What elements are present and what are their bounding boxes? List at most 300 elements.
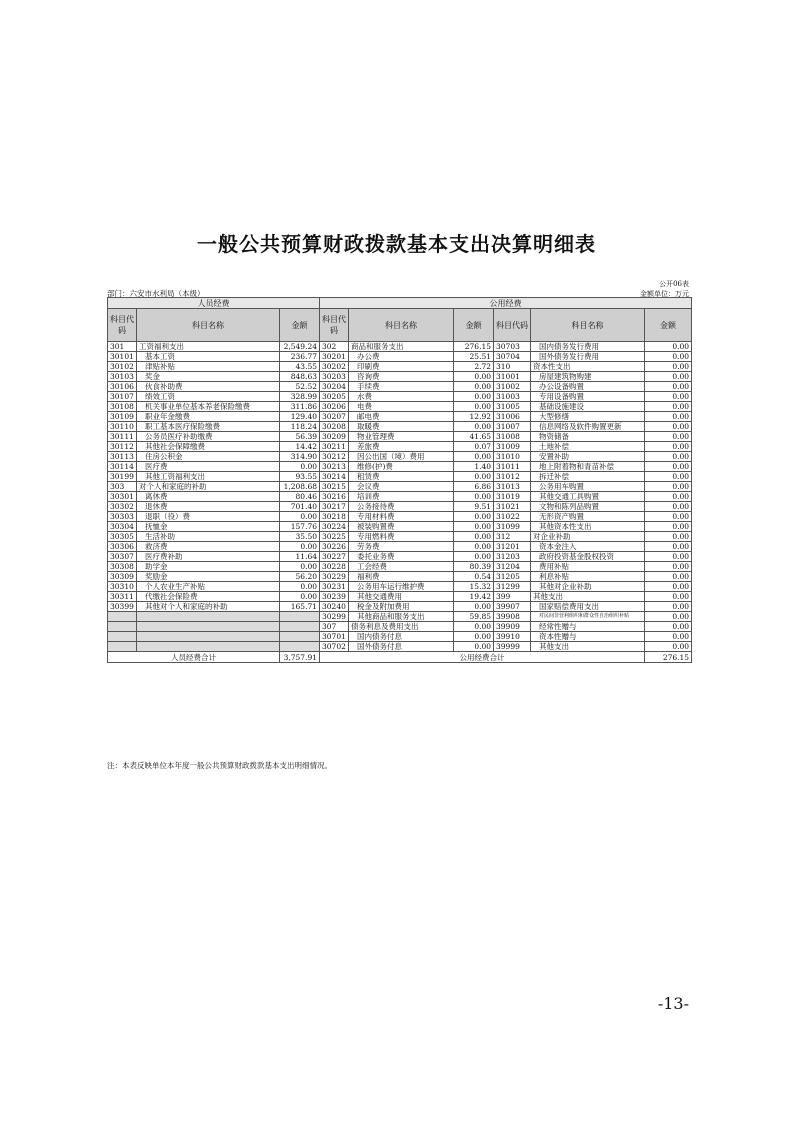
cell-name: 资本性赠与	[531, 632, 645, 642]
cell-code: 31005	[494, 402, 531, 412]
cell-name: 其他支出	[531, 592, 645, 602]
cell-amount: 311.86	[280, 402, 320, 412]
cell-amount: 0.00	[454, 552, 494, 562]
cell-name: 政府投资基金股权投资	[531, 552, 645, 562]
table-row	[108, 642, 692, 652]
cell-name: 被装购置费	[349, 522, 454, 532]
cell-amount: 15.32	[454, 582, 494, 592]
cell-name: 劳务费	[349, 542, 454, 552]
cell-amount: 157.76	[280, 522, 320, 532]
empty-cell	[108, 642, 137, 652]
cell-code: 30205	[320, 392, 349, 402]
cell-code: 30701	[320, 632, 349, 642]
cell-name: 咨询费	[349, 372, 454, 382]
cell-amount: 80.46	[280, 492, 320, 502]
cell-name: 物资储备	[531, 432, 645, 442]
cell-amount: 0.00	[645, 362, 692, 372]
cell-code: 30227	[320, 552, 349, 562]
cell-amount: 0.00	[454, 602, 494, 612]
cell-name: 其他社会保障缴费	[137, 442, 280, 452]
cell-amount: 0.00	[454, 512, 494, 522]
cell-name: 公务员医疗补助缴费	[137, 432, 280, 442]
cell-code: 30229	[320, 572, 349, 582]
header-code: 科目代码	[108, 309, 137, 342]
cell-amount: 0.00	[454, 632, 494, 642]
table-row	[108, 632, 692, 642]
empty-cell	[108, 612, 137, 622]
cell-amount: 0.00	[645, 582, 692, 592]
cell-code: 31204	[494, 562, 531, 572]
cell-amount: 0.00	[280, 462, 320, 472]
cell-name: 助学金	[137, 562, 280, 572]
cell-name: 其他对个人和家庭的补助	[137, 602, 280, 612]
cell-name: 职业年金缴费	[137, 412, 280, 422]
cell-code: 31007	[494, 422, 531, 432]
cell-name: 基础设施建设	[531, 402, 645, 412]
empty-cell	[280, 622, 320, 632]
cell-name: 绩效工资	[137, 392, 280, 402]
cell-amount: 0.00	[645, 412, 692, 422]
cell-name: 委托业务费	[349, 552, 454, 562]
table-row	[108, 592, 692, 602]
cell-amount: 701.40	[280, 502, 320, 512]
cell-code: 39909	[494, 622, 531, 632]
cell-code: 310	[494, 362, 531, 372]
cell-amount: 0.00	[454, 472, 494, 482]
cell-code: 30310	[108, 582, 137, 592]
cell-amount: 0.00	[454, 402, 494, 412]
cell-code: 30211	[320, 442, 349, 452]
cell-code: 30308	[108, 562, 137, 572]
cell-amount: 0.00	[454, 622, 494, 632]
cell-name: 利息补贴	[531, 572, 645, 582]
empty-cell	[108, 622, 137, 632]
cell-amount: 2.72	[454, 362, 494, 372]
cell-amount: 0.00	[645, 562, 692, 572]
cell-code: 30113	[108, 452, 137, 462]
cell-name: 大型修缮	[531, 412, 645, 422]
cell-code: 30304	[108, 522, 137, 532]
cell-amount: 0.00	[454, 382, 494, 392]
cell-code: 31201	[494, 542, 531, 552]
header-amount: 金额	[280, 309, 320, 342]
table-code: 公开06表	[659, 280, 689, 288]
cell-amount: 93.55	[280, 472, 320, 482]
cell-code: 30209	[320, 432, 349, 442]
cell-amount: 0.00	[454, 642, 494, 652]
cell-amount: 328.99	[280, 392, 320, 402]
cell-code: 30302	[108, 502, 137, 512]
table-row	[108, 512, 692, 522]
cell-name: 经常性赠与	[531, 622, 645, 632]
department-label: 部门：六安市水利局（本级）	[107, 289, 205, 298]
cell-name: 其他支出	[531, 642, 645, 652]
cell-amount: 0.07	[454, 442, 494, 452]
cell-code: 39908	[494, 612, 531, 622]
cell-amount: 276.15	[454, 342, 494, 352]
cell-code: 31001	[494, 372, 531, 382]
cell-name: 费用补贴	[531, 562, 645, 572]
cell-code: 30311	[108, 592, 137, 602]
cell-name: 奖金	[137, 372, 280, 382]
cell-name: 住房公积金	[137, 452, 280, 462]
cell-name: 地上附着物和青苗补偿	[531, 462, 645, 472]
cell-amount: 0.00	[645, 502, 692, 512]
cell-name: 国家赔偿费用支出	[531, 602, 645, 612]
cell-code: 31019	[494, 492, 531, 502]
cell-code: 31010	[494, 452, 531, 462]
cell-code: 307	[320, 622, 349, 632]
cell-amount: 0.00	[645, 472, 692, 482]
cell-name: 维修(护)费	[349, 462, 454, 472]
cell-name: 其他工资福利支出	[137, 472, 280, 482]
unit-label: 金额单位：万元	[640, 290, 689, 298]
cell-name: 房屋建筑物购建	[531, 372, 645, 382]
cell-amount: 118.24	[280, 422, 320, 432]
table-row	[108, 492, 692, 502]
cell-name: 专用设备购置	[531, 392, 645, 402]
cell-code: 30305	[108, 532, 137, 542]
cell-code: 30112	[108, 442, 137, 452]
empty-cell	[137, 612, 280, 622]
cell-amount: 0.00	[645, 442, 692, 452]
cell-name: 国内债务付息	[349, 632, 454, 642]
cell-amount: 11.64	[280, 552, 320, 562]
cell-code: 30399	[108, 602, 137, 612]
header-name: 科目名称	[137, 309, 280, 342]
cell-name: 其他交通费用	[349, 592, 454, 602]
cell-name: 奖励金	[137, 572, 280, 582]
cell-code: 30202	[320, 362, 349, 372]
cell-amount: 80.39	[454, 562, 494, 572]
cell-amount: 848.63	[280, 372, 320, 382]
cell-name: 医疗费	[137, 462, 280, 472]
table-row	[108, 562, 692, 572]
cell-name: 办公费	[349, 352, 454, 362]
cell-name: 商品和服务支出	[349, 342, 454, 352]
cell-code: 30240	[320, 602, 349, 612]
table-row	[108, 362, 692, 372]
cell-amount: 56.39	[280, 432, 320, 442]
table-row	[108, 432, 692, 442]
cell-name: 会议费	[349, 482, 454, 492]
cell-amount: 25.51	[454, 352, 494, 362]
cell-name: 税金及附加费用	[349, 602, 454, 612]
header-code: 科目代码	[320, 309, 349, 342]
personnel-total-amount: 3,757.91	[280, 652, 320, 663]
cell-code: 30228	[320, 562, 349, 572]
cell-code: 31003	[494, 392, 531, 402]
cell-code: 31009	[494, 442, 531, 452]
cell-name: 办公设备购置	[531, 382, 645, 392]
cell-code: 30231	[320, 582, 349, 592]
cell-code: 30199	[108, 472, 137, 482]
cell-amount: 35.50	[280, 532, 320, 542]
cell-amount: 0.00	[645, 482, 692, 492]
cell-name: 土地补偿	[531, 442, 645, 452]
footnote: 注：本表反映单位本年度一般公共预算财政拨款基本支出明细情况。	[107, 761, 332, 770]
cell-name: 培训费	[349, 492, 454, 502]
table-row	[108, 612, 692, 622]
personnel-total-label: 人员经费合计	[108, 652, 280, 663]
cell-code: 30101	[108, 352, 137, 362]
cell-amount: 1,208.68	[280, 482, 320, 492]
cell-name: 其他商品和服务支出	[349, 612, 454, 622]
cell-code: 30702	[320, 642, 349, 652]
cell-code: 31022	[494, 512, 531, 522]
cell-code: 30109	[108, 412, 137, 422]
cell-name: 公务用车运行维护费	[349, 582, 454, 592]
cell-amount: 0.00	[645, 592, 692, 602]
cell-amount: 129.40	[280, 412, 320, 422]
cell-amount: 1.40	[454, 462, 494, 472]
cell-amount: 0.00	[645, 492, 692, 502]
cell-amount: 52.52	[280, 382, 320, 392]
cell-name: 公务接待费	[349, 502, 454, 512]
cell-amount: 0.00	[645, 402, 692, 412]
empty-cell	[280, 642, 320, 652]
cell-code: 30107	[108, 392, 137, 402]
cell-code: 30206	[320, 402, 349, 412]
cell-name: 拆迁补偿	[531, 472, 645, 482]
cell-code: 30306	[108, 542, 137, 552]
cell-name: 对民间非营利组织和群众性自治组织补贴	[531, 612, 645, 622]
cell-code: 30203	[320, 372, 349, 382]
cell-name: 水费	[349, 392, 454, 402]
cell-code: 30208	[320, 422, 349, 432]
cell-name: 代缴社会保险费	[137, 592, 280, 602]
cell-code: 301	[108, 342, 137, 352]
cell-code: 30103	[108, 372, 137, 382]
cell-code: 30204	[320, 382, 349, 392]
empty-cell	[108, 632, 137, 642]
cell-name: 信息网络及软件购置更新	[531, 422, 645, 432]
cell-code: 30201	[320, 352, 349, 362]
cell-amount: 14.42	[280, 442, 320, 452]
table-row	[108, 502, 692, 512]
cell-amount: 6.86	[454, 482, 494, 492]
header-name: 科目名称	[531, 309, 645, 342]
cell-code: 30212	[320, 452, 349, 462]
cell-amount: 0.00	[645, 542, 692, 552]
cell-code: 30111	[108, 432, 137, 442]
cell-code: 30307	[108, 552, 137, 562]
cell-code: 30102	[108, 362, 137, 372]
section-public: 公用经费	[320, 298, 692, 309]
cell-amount: 9.51	[454, 502, 494, 512]
cell-amount: 0.00	[454, 492, 494, 502]
table-row	[108, 452, 692, 462]
cell-code: 30239	[320, 592, 349, 602]
cell-amount: 0.00	[645, 462, 692, 472]
cell-code: 30106	[108, 382, 137, 392]
cell-code: 30218	[320, 512, 349, 522]
cell-code: 39907	[494, 602, 531, 612]
cell-code: 30226	[320, 542, 349, 552]
table-row	[108, 522, 692, 532]
cell-code: 30110	[108, 422, 137, 432]
table-row	[108, 392, 692, 402]
cell-name: 基本工资	[137, 352, 280, 362]
empty-cell	[280, 612, 320, 622]
cell-name: 文物和陈列品购置	[531, 502, 645, 512]
cell-name: 退职（役）费	[137, 512, 280, 522]
cell-code: 30215	[320, 482, 349, 492]
table-row	[108, 582, 692, 592]
table-row	[108, 342, 692, 352]
cell-amount: 165.71	[280, 602, 320, 612]
cell-name: 职工基本医疗保险缴费	[137, 422, 280, 432]
table-row	[108, 552, 692, 562]
table-body	[108, 342, 692, 652]
cell-amount: 0.00	[280, 512, 320, 522]
cell-amount: 2,549.24	[280, 342, 320, 352]
cell-amount: 0.00	[280, 562, 320, 572]
section-personnel: 人员经费	[108, 298, 320, 309]
cell-code: 312	[494, 532, 531, 542]
cell-code: 30301	[108, 492, 137, 502]
cell-amount: 314.90	[280, 452, 320, 462]
cell-name: 电费	[349, 402, 454, 412]
cell-amount: 0.00	[454, 542, 494, 552]
cell-name: 专用材料费	[349, 512, 454, 522]
public-total-amount: 276.15	[645, 652, 692, 663]
cell-amount: 0.00	[454, 532, 494, 542]
cell-amount: 56.20	[280, 572, 320, 582]
table-row	[108, 542, 692, 552]
cell-code: 30703	[494, 342, 531, 352]
cell-code: 31002	[494, 382, 531, 392]
cell-name: 救济费	[137, 542, 280, 552]
cell-name: 国外债务发行费用	[531, 352, 645, 362]
cell-name: 工资福利支出	[137, 342, 280, 352]
empty-cell	[137, 622, 280, 632]
cell-name: 资本性支出	[531, 362, 645, 372]
cell-name: 抚恤金	[137, 522, 280, 532]
cell-code: 30309	[108, 572, 137, 582]
cell-name: 对企业补助	[531, 532, 645, 542]
cell-amount: 0.00	[645, 642, 692, 652]
cell-name: 无形资产购置	[531, 512, 645, 522]
cell-name: 国内债务发行费用	[531, 342, 645, 352]
cell-amount: 0.00	[280, 582, 320, 592]
cell-amount: 0.00	[454, 372, 494, 382]
cell-code: 30704	[494, 352, 531, 362]
header-name: 科目名称	[349, 309, 454, 342]
cell-name: 离休费	[137, 492, 280, 502]
cell-code: 30225	[320, 532, 349, 542]
cell-name: 取暖费	[349, 422, 454, 432]
cell-name: 生活补助	[137, 532, 280, 542]
cell-name: 伙食补助费	[137, 382, 280, 392]
cell-name: 国外债务付息	[349, 642, 454, 652]
cell-amount: 0.00	[645, 392, 692, 402]
cell-amount: 43.55	[280, 362, 320, 372]
cell-amount: 19.42	[454, 592, 494, 602]
cell-amount: 0.00	[454, 392, 494, 402]
cell-name: 机关事业单位基本养老保险缴费	[137, 402, 280, 412]
cell-code: 39910	[494, 632, 531, 642]
table-row	[108, 372, 692, 382]
cell-code: 31013	[494, 482, 531, 492]
cell-code: 30114	[108, 462, 137, 472]
table-row	[108, 532, 692, 542]
cell-amount: 0.00	[645, 622, 692, 632]
cell-amount: 0.00	[645, 422, 692, 432]
cell-amount: 0.00	[645, 512, 692, 522]
table-row	[108, 462, 692, 472]
cell-code: 30224	[320, 522, 349, 532]
cell-name: 专用燃料费	[349, 532, 454, 542]
cell-code: 303	[108, 482, 137, 492]
cell-code: 302	[320, 342, 349, 352]
cell-amount: 0.00	[645, 452, 692, 462]
cell-amount: 59.85	[454, 612, 494, 622]
cell-name: 差旅费	[349, 442, 454, 452]
cell-name: 印刷费	[349, 362, 454, 372]
table-row	[108, 382, 692, 392]
cell-name: 医疗费补助	[137, 552, 280, 562]
cell-name: 退休费	[137, 502, 280, 512]
table-row	[108, 472, 692, 482]
cell-amount: 0.00	[645, 522, 692, 532]
cell-code: 31012	[494, 472, 531, 482]
cell-amount: 41.65	[454, 432, 494, 442]
cell-code: 31006	[494, 412, 531, 422]
table-row	[108, 352, 692, 362]
cell-code: 30207	[320, 412, 349, 422]
cell-code: 31011	[494, 462, 531, 472]
cell-code: 30217	[320, 502, 349, 512]
cell-amount: 0.00	[454, 522, 494, 532]
cell-name: 债务利息及费用支出	[349, 622, 454, 632]
cell-name: 其他交通工具购置	[531, 492, 645, 502]
cell-amount: 0.00	[454, 452, 494, 462]
cell-amount: 0.00	[645, 352, 692, 362]
cell-amount: 0.00	[645, 612, 692, 622]
page-number: -13-	[657, 994, 689, 1013]
cell-code: 30299	[320, 612, 349, 622]
cell-amount: 0.00	[645, 432, 692, 442]
cell-amount: 0.00	[645, 552, 692, 562]
cell-amount: 0.54	[454, 572, 494, 582]
cell-amount: 0.00	[280, 592, 320, 602]
table-row	[108, 402, 692, 412]
cell-amount: 0.00	[645, 632, 692, 642]
cell-name: 邮电费	[349, 412, 454, 422]
empty-cell	[280, 632, 320, 642]
cell-name: 个人农业生产补贴	[137, 582, 280, 592]
cell-name: 租赁费	[349, 472, 454, 482]
table-row	[108, 482, 692, 492]
cell-code: 31099	[494, 522, 531, 532]
cell-name: 对个人和家庭的补助	[137, 482, 280, 492]
table-row	[108, 602, 692, 612]
cell-amount: 0.00	[645, 342, 692, 352]
table-row	[108, 622, 692, 632]
cell-amount: 0.00	[280, 542, 320, 552]
cell-code: 31205	[494, 572, 531, 582]
cell-code: 39999	[494, 642, 531, 652]
empty-cell	[137, 632, 280, 642]
cell-amount: 0.00	[454, 422, 494, 432]
empty-cell	[137, 642, 280, 652]
cell-code: 31203	[494, 552, 531, 562]
cell-name: 津贴补贴	[137, 362, 280, 372]
cell-name: 公务用车购置	[531, 482, 645, 492]
cell-name: 工会经费	[349, 562, 454, 572]
cell-amount: 0.00	[645, 372, 692, 382]
